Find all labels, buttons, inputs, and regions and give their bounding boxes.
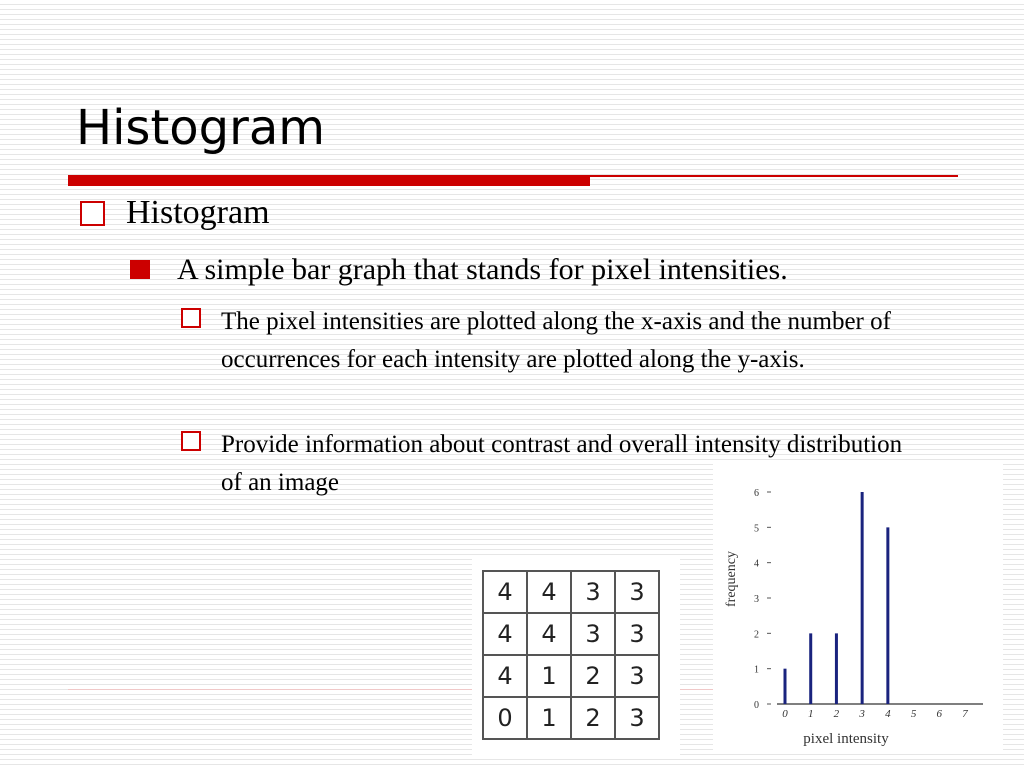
y-axis-label: frequency [724,551,739,607]
grid-row [483,571,659,613]
grid-cell: 1 [527,655,571,697]
bullet-level3-text: Provide information about contrast and overall intensity distribution of an image [221,431,903,496]
grid-row [483,655,659,697]
title-underline-thick [68,175,590,186]
grid-cell: 3 [571,613,615,655]
grid-cell: 2 [571,697,615,739]
filled-square-bullet-icon [130,260,150,279]
y-tick-label: 4 [754,558,759,570]
grid-cell: 2 [571,655,615,697]
grid-cell: 0 [483,697,527,739]
x-tick-label: 5 [910,708,917,720]
hollow-square-bullet-icon [181,431,201,451]
grid-cell: 4 [483,655,527,697]
bullet-level3-plotting [181,303,921,379]
x-tick-label: 2 [833,708,840,720]
grid-row [483,613,659,655]
grid-cell: 3 [615,571,659,613]
grid-cell: 1 [527,697,571,739]
y-tick-label: 3 [754,594,759,605]
title-underline-thin [590,175,958,177]
grid-cell: 3 [571,571,615,613]
hollow-square-bullet-icon [80,201,105,226]
grid-cell: 3 [615,613,659,655]
y-tick-label: 5 [754,523,759,535]
pixel-grid-image [472,558,680,756]
grid-cell: 4 [483,571,527,613]
bullet-level1 [80,194,270,232]
grid-cell: 3 [615,697,659,739]
x-tick-label: 3 [859,708,865,720]
bullet-level1-text: Histogram [126,194,270,231]
y-tick-label: 6 [754,488,759,499]
bullet-level2-text: A simple bar graph that stands for pixel intensities. [177,253,788,286]
x-tick-label: 1 [807,708,814,720]
y-tick-label: 1 [754,664,759,676]
slide-title: Histogram [76,100,325,156]
x-axis-label: pixel intensity [803,731,889,747]
grid-cell: 4 [527,571,571,613]
chart-bars [785,492,888,704]
bullet-level3-text: The pixel intensities are plotted along the x-axis and the number of occurrences for each intensity are plotted along the y-axis. [221,308,891,373]
pixel-grid-table [482,570,660,740]
x-tick-label: 7 [962,708,968,720]
histogram-chart [713,464,1003,754]
y-tick-label: 0 [754,700,759,711]
grid-cell: 4 [527,613,571,655]
x-tick-label: 4 [885,708,891,720]
hollow-square-bullet-icon [181,308,201,328]
x-tick-label: 6 [936,708,943,720]
grid-cell: 3 [615,655,659,697]
x-tick-label: 0 [782,708,788,720]
y-tick-label: 2 [754,629,759,641]
grid-cell: 4 [483,613,527,655]
histogram-svg [713,464,1003,754]
grid-row [483,697,659,739]
bullet-level2 [130,253,788,287]
